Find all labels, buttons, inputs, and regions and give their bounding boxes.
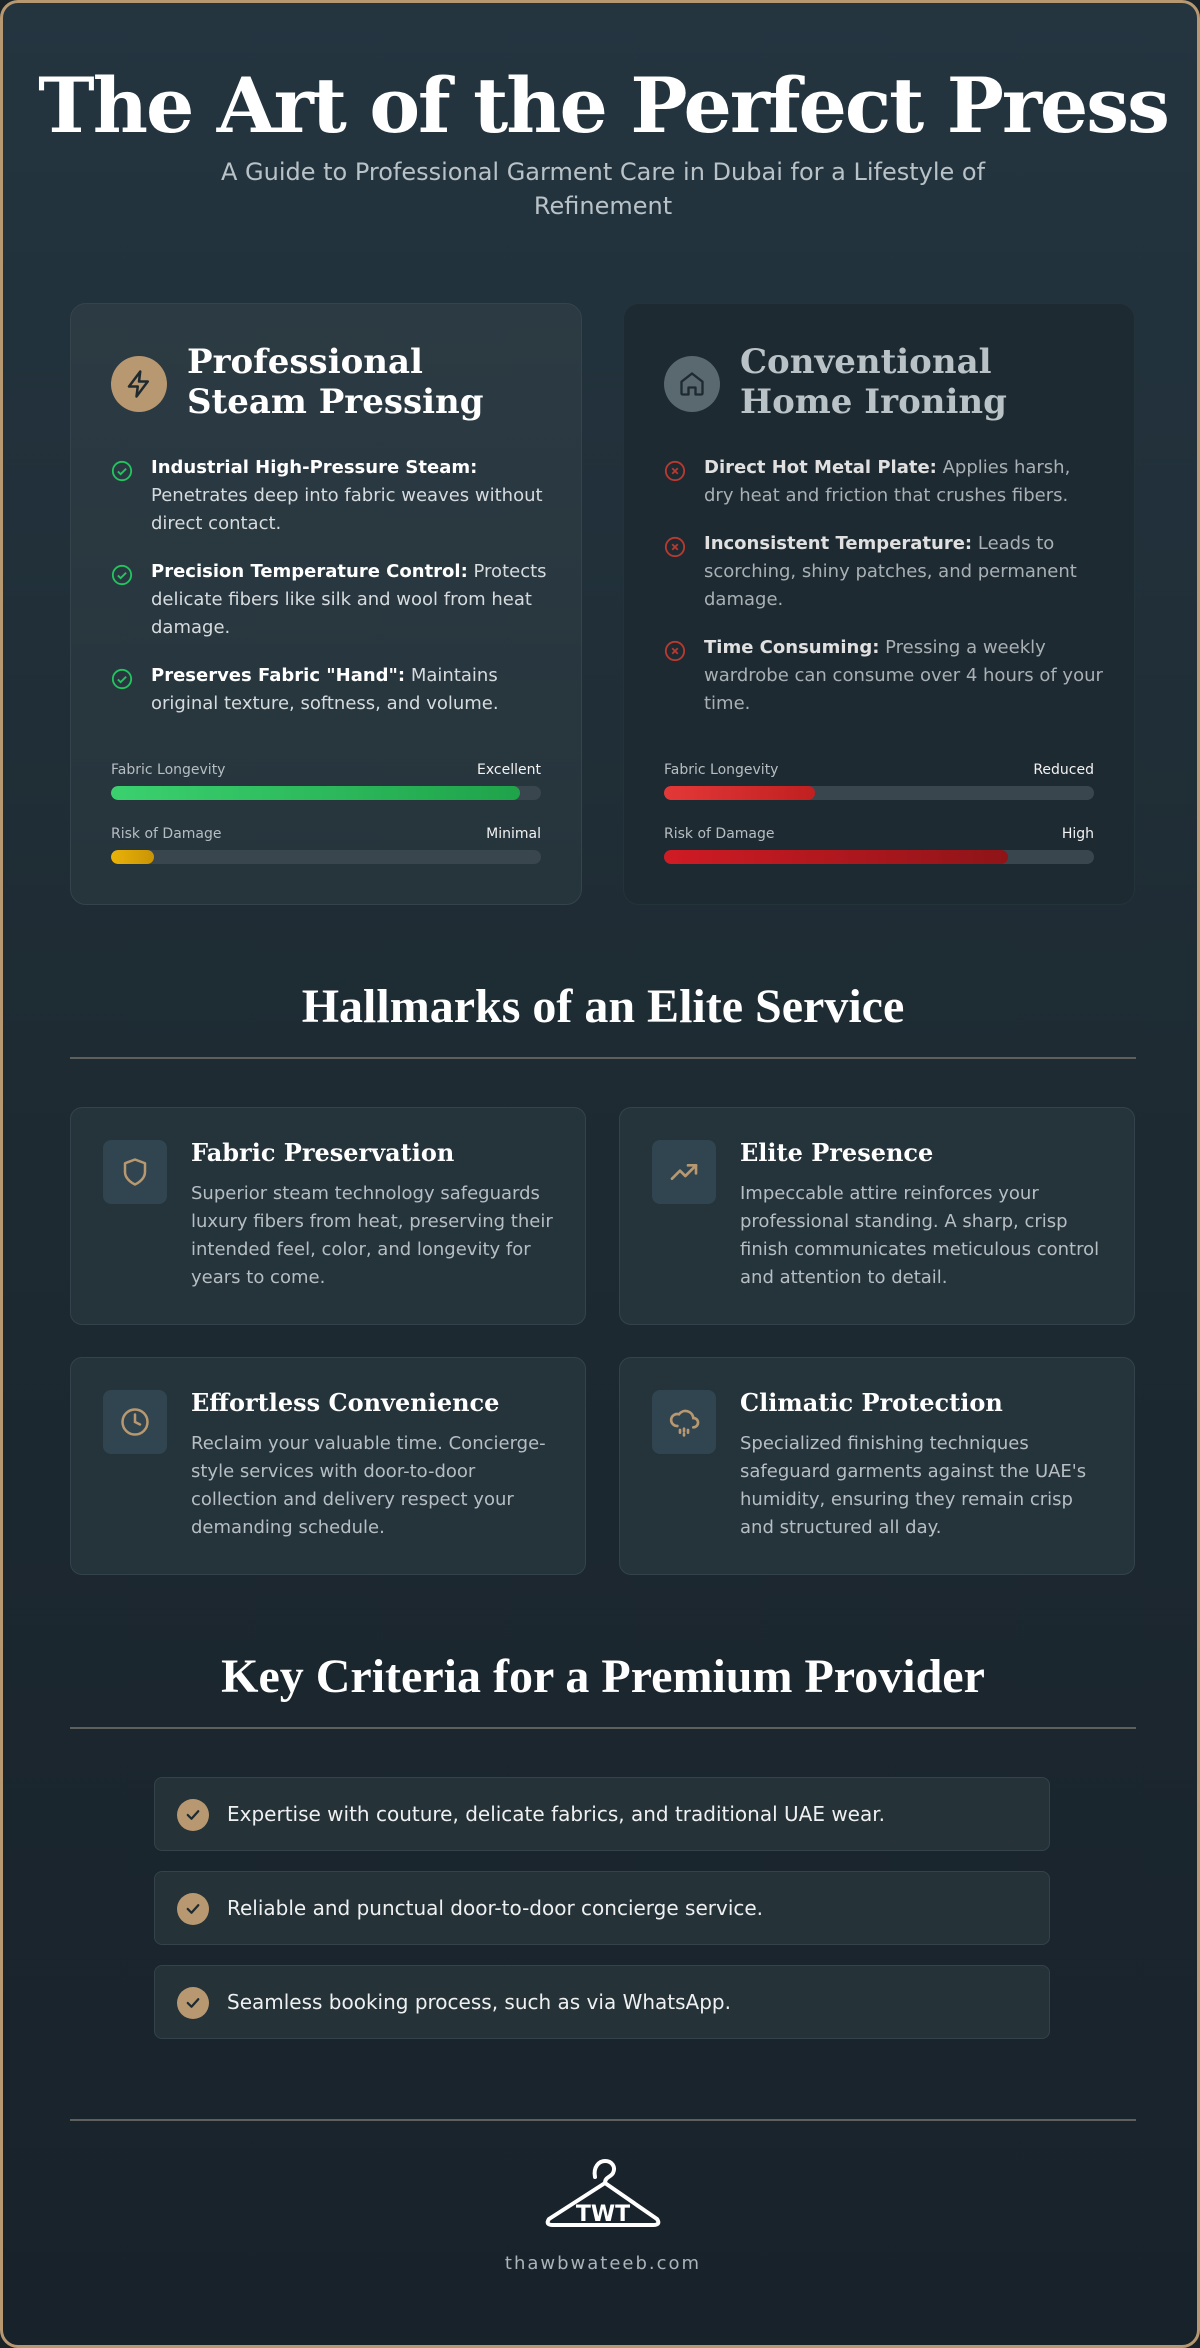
website-url: thawbwateeb.com bbox=[504, 2253, 702, 2274]
hallmark-title: Effortless Convenience bbox=[191, 1388, 500, 1417]
list-item: Precision Temperature Control: Protects delicate fibers like silk and wool from heat damage. bbox=[111, 558, 551, 642]
hallmark-title: Fabric Preservation bbox=[191, 1138, 455, 1167]
hallmark-card bbox=[70, 1357, 586, 1575]
x-circle-icon bbox=[664, 640, 686, 662]
risk-of-damage-meter bbox=[111, 826, 541, 866]
section-divider bbox=[70, 1057, 1136, 1059]
card-header bbox=[111, 342, 551, 432]
home-ironing-card bbox=[623, 303, 1135, 905]
meter-value: Reduced bbox=[1033, 762, 1094, 778]
cloud-rain-icon bbox=[652, 1390, 716, 1454]
meter-fill bbox=[664, 786, 815, 800]
card-header bbox=[664, 342, 1104, 432]
hallmark-text: Reclaim your valuable time. Concierge-style services with door-to-door collection and delivery respect your demanding schedule. bbox=[191, 1433, 546, 1538]
criteria-item bbox=[154, 1965, 1050, 2039]
lightning-icon bbox=[111, 356, 167, 412]
fabric-longevity-meter bbox=[111, 762, 541, 802]
meter-track bbox=[111, 850, 541, 864]
trending-up-icon bbox=[652, 1140, 716, 1204]
meter-value: High bbox=[1061, 826, 1094, 842]
check-circle-icon bbox=[111, 460, 133, 482]
meter-fill bbox=[664, 850, 1008, 864]
meter-fill bbox=[111, 850, 154, 864]
section-divider bbox=[70, 1727, 1136, 1729]
criteria-text: Reliable and punctual door-to-door concierge service. bbox=[227, 1896, 764, 1920]
list-item: Time Consuming: Pressing a weekly wardrobe can consume over 4 hours of your time. bbox=[664, 634, 1104, 718]
hallmark-card bbox=[619, 1107, 1135, 1325]
meter-track bbox=[111, 786, 541, 800]
criteria-title: Key Criteria for a Premium Provider bbox=[221, 1650, 985, 1703]
professional-pressing-card bbox=[70, 303, 582, 905]
criteria-text: Expertise with couture, delicate fabrics, and traditional UAE wear. bbox=[227, 1802, 885, 1826]
hallmark-card bbox=[70, 1107, 586, 1325]
fabric-longevity-meter bbox=[664, 762, 1094, 802]
meter-label: Risk of Damage bbox=[664, 826, 775, 842]
benefits-list bbox=[111, 454, 551, 738]
hallmark-title: Elite Presence bbox=[740, 1138, 934, 1167]
risk-of-damage-meter bbox=[664, 826, 1094, 866]
meter-track bbox=[664, 850, 1094, 864]
list-item: Preserves Fabric "Hand": Maintains original texture, softness, and volume. bbox=[111, 662, 551, 718]
meter-label: Risk of Damage bbox=[111, 826, 222, 842]
hallmark-title: Climatic Protection bbox=[740, 1388, 1003, 1417]
meter-label: Fabric Longevity bbox=[664, 762, 779, 778]
meter-value: Excellent bbox=[477, 762, 541, 778]
meter-track bbox=[664, 786, 1094, 800]
clock-icon bbox=[103, 1390, 167, 1454]
meter-label: Fabric Longevity bbox=[111, 762, 226, 778]
hallmark-card bbox=[619, 1357, 1135, 1575]
criteria-text: Seamless booking process, such as via WhatsApp. bbox=[227, 1990, 731, 2014]
shield-icon bbox=[103, 1140, 167, 1204]
check-icon bbox=[177, 1893, 209, 1925]
check-circle-icon bbox=[111, 668, 133, 690]
hallmarks-title: Hallmarks of an Elite Service bbox=[301, 980, 905, 1033]
criteria-item bbox=[154, 1777, 1050, 1851]
hallmark-text: Superior steam technology safeguards luxury fibers from heat, preserving their intended feel, color, and longevity for years to come. bbox=[191, 1183, 553, 1288]
card-title: Conventional Home Ironing bbox=[740, 342, 1007, 422]
list-item: Direct Hot Metal Plate: Applies harsh, dry heat and friction that crushes fibers. bbox=[664, 454, 1104, 510]
footer-divider bbox=[70, 2119, 1136, 2121]
hanger-logo bbox=[541, 2155, 665, 2235]
meter-fill bbox=[111, 786, 520, 800]
drawbacks-list bbox=[664, 454, 1104, 738]
card-title: Professional Steam Pressing bbox=[187, 342, 484, 422]
page-subtitle: A Guide to Professional Garment Care in Dubai for a Lifestyle of Refinement bbox=[220, 158, 986, 220]
list-item: Industrial High-Pressure Steam: Penetrates deep into fabric weaves without direct contact. bbox=[111, 454, 551, 538]
page-title: The Art of the Perfect Press bbox=[38, 61, 1168, 150]
hallmark-text: Impeccable attire reinforces your professional standing. A sharp, crisp finish communicates meticulous control and attention to detail. bbox=[740, 1183, 1100, 1288]
list-item: Inconsistent Temperature: Leads to scorching, shiny patches, and permanent damage. bbox=[664, 530, 1104, 614]
hallmark-text: Specialized finishing techniques safeguard garments against the UAE's humidity, ensuring they remain crisp and structured all day. bbox=[740, 1433, 1087, 1538]
meter-value: Minimal bbox=[486, 826, 541, 842]
x-circle-icon bbox=[664, 536, 686, 558]
criteria-item bbox=[154, 1871, 1050, 1945]
check-icon bbox=[177, 1799, 209, 1831]
svg-text:TWT: TWT bbox=[575, 2202, 631, 2227]
check-circle-icon bbox=[111, 564, 133, 586]
check-icon bbox=[177, 1987, 209, 2019]
home-icon bbox=[664, 356, 720, 412]
x-circle-icon bbox=[664, 460, 686, 482]
